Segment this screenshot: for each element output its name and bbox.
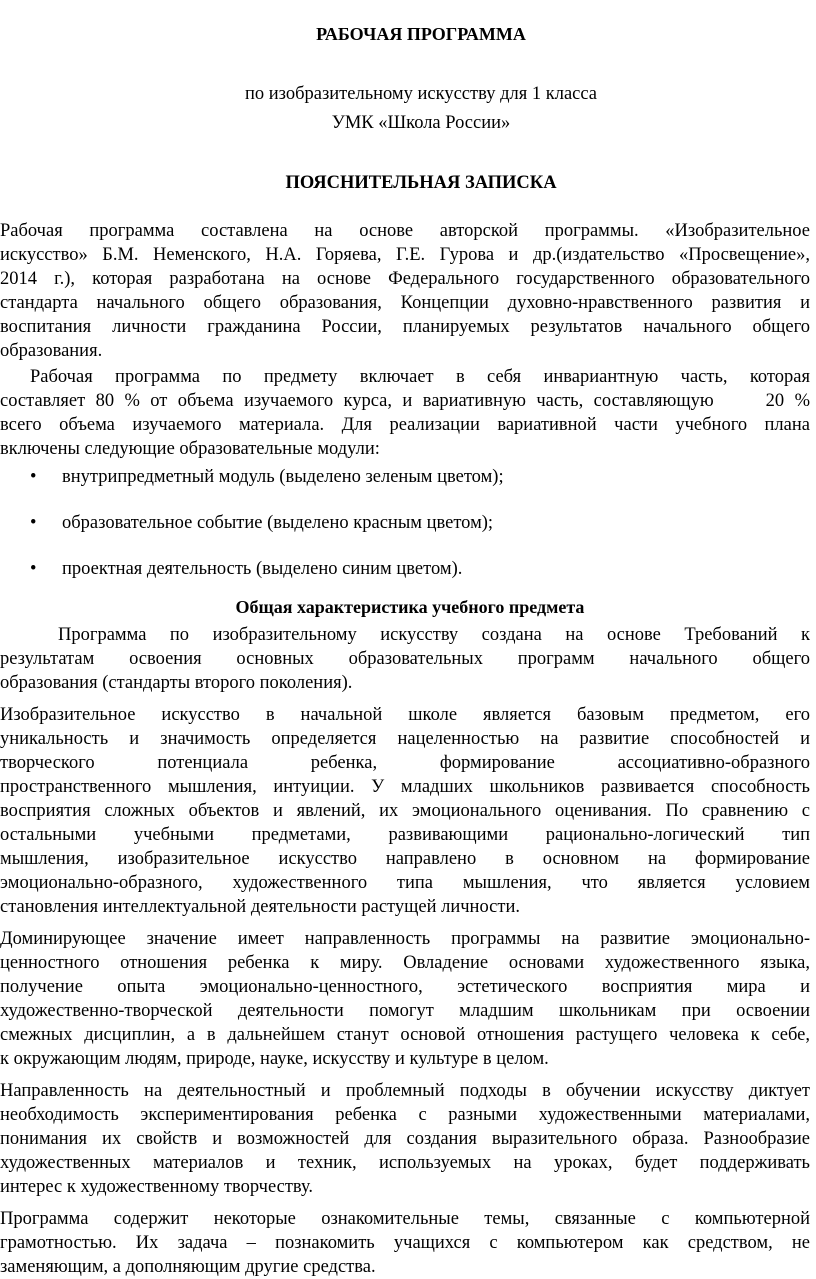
- text-line: всего объема изучаемого материала. Для реализации вариативной части учебного плана: [0, 415, 810, 435]
- general-paragraph-4: [0, 1079, 810, 1199]
- general-paragraph-3: [0, 927, 810, 1071]
- text-line: становления интеллектуальной деятельности растущей личности.: [0, 897, 520, 917]
- text-line: Направленность на деятельностный и проблемный подходы в обучении искусству диктует: [0, 1081, 810, 1101]
- text-line: Программа содержит некоторые ознакомительные темы, связанные с компьютерной: [0, 1209, 810, 1229]
- text-line: необходимость экспериментирования ребенка с разными художественными материалами,: [0, 1105, 810, 1125]
- text-line: остальными учебными предметами, развивающими рационально-логический тип: [0, 825, 810, 845]
- subtitle-subject-grade: по изобразительному искусству для 1 класса: [244, 84, 598, 104]
- subtitle-umk: УМК «Школа России»: [331, 113, 511, 133]
- text-line: Изобразительное искусство в начальной школе является базовым предметом, его: [0, 705, 810, 725]
- text-line: уникальность и значимость определяется нацеленностью на развитие способностей и: [0, 729, 810, 749]
- text-line: Доминирующее значение имеет направленность программы на развитие эмоционально-: [0, 929, 810, 949]
- general-paragraph-2: [0, 703, 810, 919]
- bullet-icon: •: [30, 513, 37, 533]
- text-line: образования (стандарты второго поколения).: [0, 673, 353, 693]
- text-line: 2014 г.), которая разработана на основе Федерального государственного образовательного: [0, 269, 810, 289]
- text-line: включены следующие образовательные модули:: [0, 439, 380, 459]
- text-line: понимания их свойств и возможностей для создания выразительного образа. Разнообразие: [0, 1129, 810, 1149]
- text-line: стандарта начального общего образования, Концепции духовно-нравственного развития и: [0, 293, 810, 313]
- text-line: искусство» Б.М. Неменского, Н.А. Горяева, Г.Е. Гурова и др.(издательство «Просвещение»,: [0, 245, 810, 265]
- text-line: творческого потенциала ребенка, формирование ассоциативно-образного: [0, 753, 810, 773]
- list-item: [0, 557, 810, 581]
- general-paragraph-1: [0, 623, 810, 695]
- explanatory-note-heading: ПОЯСНИТЕЛЬНАЯ ЗАПИСКА: [285, 173, 557, 193]
- text-line: результатам освоения основных образовательных программ начального общего: [0, 649, 810, 669]
- text-line: художественно-творческой деятельности помогут младшим школьникам при освоении: [0, 1001, 810, 1021]
- list-item: [0, 511, 810, 535]
- module-label: внутрипредметный модуль (выделено зеленым цветом);: [62, 467, 504, 487]
- text-line: получение опыта эмоционально-ценностного, эстетического восприятия мира и: [0, 977, 810, 997]
- text-line: воспитания личности гражданина России, планируемых результатов начального общего: [0, 317, 810, 337]
- text-line: эмоционально-образного, художественного типа мышления, что является условием: [0, 873, 810, 893]
- text-line: к окружающим людям, природе, науке, искусству и культуре в целом.: [0, 1049, 549, 1069]
- text-line: составляет 80 % от объема изучаемого курса, и вариативную часть, составляющую 20 %: [0, 391, 810, 411]
- text-line: пространственного мышления, интуиции. У младших школьников развивается способность: [0, 777, 810, 797]
- text-line: Рабочая программа по предмету включает в себя инвариантную часть, которая: [30, 367, 810, 387]
- module-label: образовательное событие (выделено красным цветом);: [62, 513, 494, 533]
- text-line: художественных материалов и техник, используемых на уроках, будет поддерживать: [0, 1153, 810, 1173]
- modules-list: [0, 465, 810, 581]
- text-line: Программа по изобразительному искусству создана на основе Требований к: [58, 625, 810, 645]
- intro-paragraph-2: [0, 365, 810, 461]
- text-line: ценностного отношения ребенка к миру. Овладение основами художественного языка,: [0, 953, 810, 973]
- text-line: смежных дисциплин, а в дальнейшем станут основой отношения растущего человека к себе,: [0, 1025, 810, 1045]
- bullet-icon: •: [30, 559, 37, 579]
- text-line: грамотностью. Их задача – познакомить учащихся с компьютером как средством, не: [0, 1233, 810, 1253]
- text-line: Рабочая программа составлена на основе авторской программы. «Изобразительное: [0, 221, 810, 241]
- module-label: проектная деятельность (выделено синим цветом).: [62, 559, 463, 579]
- intro-paragraph-1: [0, 219, 810, 363]
- text-line: мышления, изобразительное искусство направлено в основном на формирование: [0, 849, 810, 869]
- text-line: интерес к художественному творчеству.: [0, 1177, 314, 1197]
- bullet-icon: •: [30, 467, 37, 487]
- list-item: [0, 465, 810, 489]
- text-line: восприятия сложных объектов и явлений, их эмоционального оценивания. По сравнению с: [0, 801, 810, 821]
- general-characteristics-heading: Общая характеристика учебного предмета: [235, 597, 585, 617]
- text-line: образования.: [0, 341, 103, 361]
- document-title: РАБОЧАЯ ПРОГРАММА: [316, 24, 526, 44]
- text-line: заменяющим, а дополняющим другие средства.: [0, 1257, 376, 1277]
- general-paragraph-5: [0, 1207, 810, 1279]
